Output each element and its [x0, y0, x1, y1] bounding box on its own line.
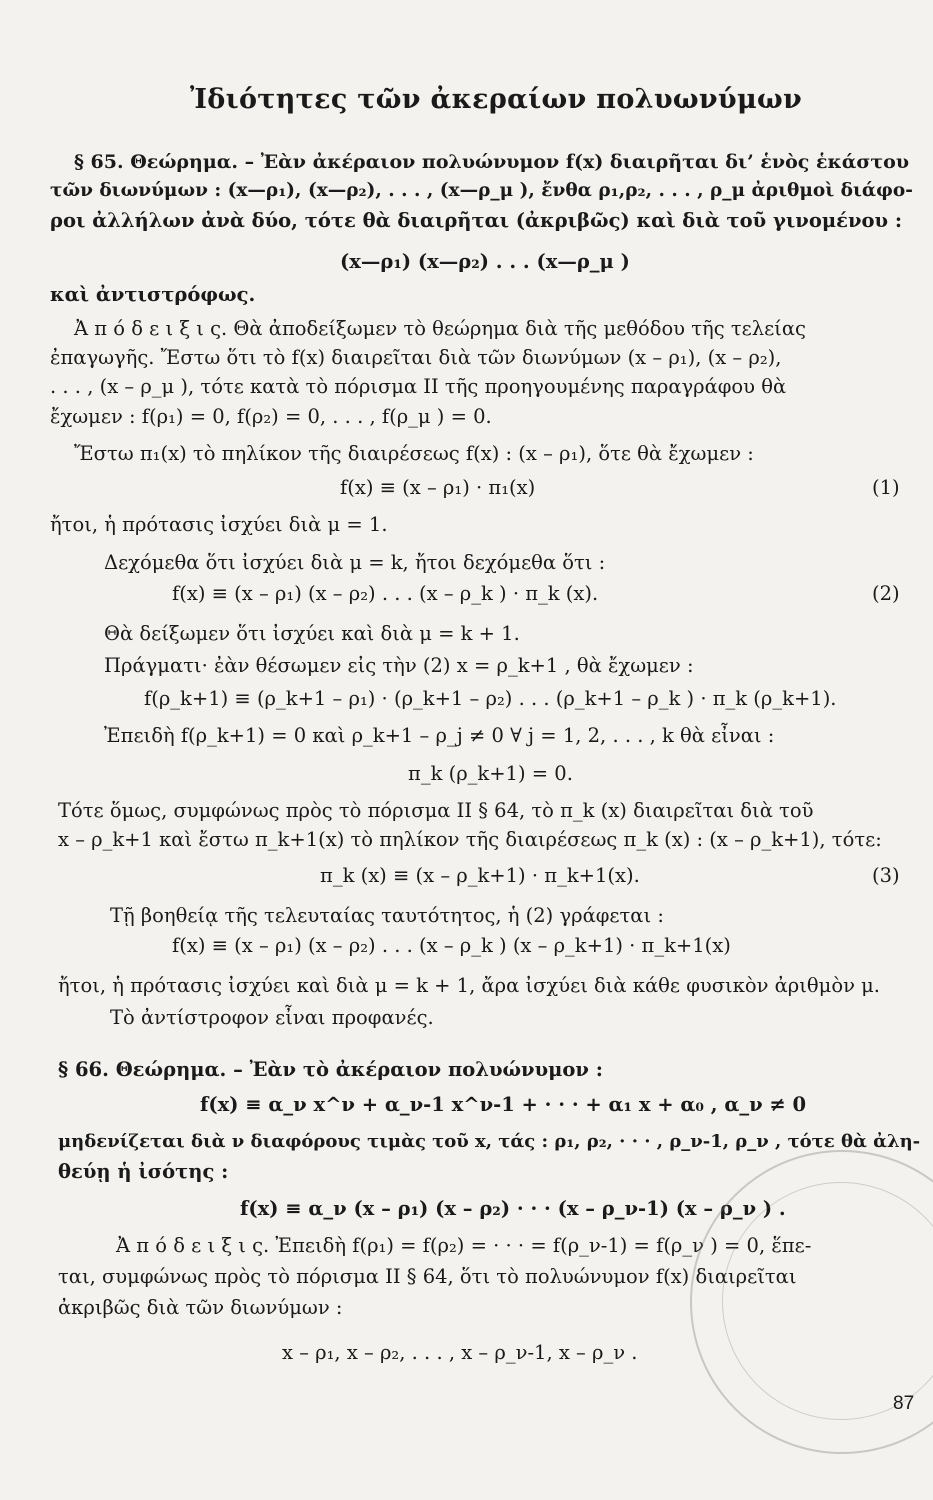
- proof-66-line-1: Ἀ π ό δ ε ι ξ ι ς. Ἐπειδὴ f(ρ₁) = f(ρ₂) = · · · = f(ρ_ν-1) = f(ρ_ν ) = 0, ἕπε-: [116, 1234, 812, 1257]
- page-title: Ἰδιότητες τῶν ἀκεραίων πολυωνύμων: [190, 84, 803, 115]
- proof-65-line-14: ἤτοι, ἡ πρότασις ἰσχύει καὶ διὰ μ = k + 1, ἄρα ἰσχύει διὰ κάθε φυσικὸν ἀριθμὸν μ.: [58, 974, 880, 997]
- proof-65-line-12: x – ρ_k+1 καὶ ἔστω π_k+1(x) τὸ πηλίκον τῆς διαιρέσεως π_k (x) : (x – ρ_k+1), τότε:: [58, 828, 882, 851]
- proof-65-line-15: Τὸ ἀντίστροφον εἶναι προφανές.: [110, 1006, 434, 1029]
- proof-65-line-13: Τῇ βοηθείᾳ τῆς τελευταίας ταυτότητος, ἡ (2) γράφεται :: [110, 904, 664, 927]
- theorem-66-line-3: θεύῃ ἡ ἰσότης :: [58, 1160, 229, 1183]
- page-number: 87: [893, 1393, 915, 1414]
- proof-65-line-9: Πράγματι· ἐὰν θέσωμεν εἰς τὴν (2) x = ρ_k+1 , θὰ ἔχωμεν :: [104, 654, 694, 677]
- proof-66-line-2: ται, συμφώνως πρὸς τὸ πόρισμα II § 64, ὅτι τὸ πολυώνυμον f(x) διαιρεῖται: [58, 1265, 797, 1288]
- proof-66-formula: x – ρ₁, x – ρ₂, . . . , x – ρ_ν-1, x – ρ_ν .: [282, 1341, 638, 1364]
- equation-2-number: (2): [872, 582, 900, 605]
- proof-65-line-7: Δεχόμεθα ὅτι ἰσχύει διὰ μ = k, ἤτοι δεχόμεθα ὅτι :: [104, 551, 606, 574]
- proof-65-formula-1: f(ρ_k+1) ≡ (ρ_k+1 – ρ₁) · (ρ_k+1 – ρ₂) . . . (ρ_k+1 – ρ_k ) · π_k (ρ_k+1).: [144, 687, 837, 710]
- proof-65-line-4: ἔχωμεν : f(ρ₁) = 0, f(ρ₂) = 0, . . . , f(ρ_μ ) = 0.: [50, 405, 492, 428]
- proof-65-line-5: Ἔστω π₁(x) τὸ πηλίκον τῆς διαιρέσεως f(x) : (x – ρ₁), ὅτε θὰ ἔχωμεν :: [74, 442, 754, 465]
- theorem-65-formula: (x—ρ₁) (x—ρ₂) . . . (x—ρ_μ ): [340, 250, 630, 273]
- library-stamp-inner-ring: [722, 1182, 933, 1420]
- proof-65-line-8: Θὰ δείξωμεν ὅτι ἰσχύει καὶ διὰ μ = k + 1.: [104, 622, 520, 645]
- proof-65-line-6: ἤτοι, ἡ πρότασις ἰσχύει διὰ μ = 1.: [50, 513, 388, 536]
- theorem-66-formula-1: f(x) ≡ α_ν x^ν + α_ν-1 x^ν-1 + · · · + α₁ x + α₀ , α_ν ≠ 0: [200, 1093, 807, 1116]
- proof-65-line-1: Ἀ π ό δ ε ι ξ ι ς. Θὰ ἀποδείξωμεν τὸ θεώρημα διὰ τῆς μεθόδου τῆς τελείας: [74, 317, 806, 340]
- proof-65-line-2: ἐπαγωγῆς. Ἔστω ὅτι τὸ f(x) διαιρεῖται διὰ τῶν διωνύμων (x – ρ₁), (x – ρ₂),: [50, 346, 782, 369]
- theorem-65-line-3: ροι ἀλλήλων ἀνὰ δύο, τότε θὰ διαιρῆται (ἀκριβῶς) καὶ διὰ τοῦ γινομένου :: [50, 209, 903, 232]
- proof-65-formula-3: f(x) ≡ (x – ρ₁) (x – ρ₂) . . . (x – ρ_k ) (x – ρ_k+1) · π_k+1(x): [172, 934, 731, 957]
- theorem-65-line-2: τῶν διωνύμων : (x—ρ₁), (x—ρ₂), . . . , (x—ρ_μ ), ἔνθα ρ₁,ρ₂, . . . , ρ_μ ἀριθμοὶ διάφο-: [50, 180, 913, 201]
- proof-66-line-3: ἀκριβῶς διὰ τῶν διωνύμων :: [58, 1296, 343, 1319]
- theorem-65-line-1: § 65. Θεώρημα. – Ἐὰν ἀκέραιον πολυώνυμον f(x) διαιρῆται δι’ ἑνὸς ἑκάστου: [74, 151, 910, 173]
- equation-1: f(x) ≡ (x – ρ₁) · π₁(x): [340, 476, 536, 499]
- theorem-66-line-1: § 66. Θεώρημα. – Ἐὰν τὸ ἀκέραιον πολυώνυμον :: [58, 1058, 603, 1081]
- proof-65-formula-2: π_k (ρ_k+1) = 0.: [408, 762, 573, 785]
- equation-3: π_k (x) ≡ (x – ρ_k+1) · π_k+1(x).: [320, 864, 640, 887]
- proof-65-line-10: Ἐπειδὴ f(ρ_k+1) = 0 καὶ ρ_k+1 – ρ_j ≠ 0 ∀ j = 1, 2, . . . , k θὰ εἶναι :: [104, 724, 775, 747]
- theorem-66-formula-2: f(x) ≡ α_ν (x – ρ₁) (x – ρ₂) · · · (x – ρ_ν-1) (x – ρ_ν ) .: [240, 1197, 786, 1220]
- proof-65-line-11: Τότε ὅμως, συμφώνως πρὸς τὸ πόρισμα II § 64, τὸ π_k (x) διαιρεῖται διὰ τοῦ: [58, 799, 814, 822]
- proof-65-line-3: . . . , (x – ρ_μ ), τότε κατὰ τὸ πόρισμα II τῆς προηγουμένης παραγράφου θὰ: [50, 375, 787, 398]
- theorem-65-line-4: καὶ ἀντιστρόφως.: [50, 283, 256, 306]
- theorem-66-line-2: μηδενίζεται διὰ ν διαφόρους τιμὰς τοῦ x, τάς : ρ₁, ρ₂, · · · , ρ_ν-1, ρ_ν , τότε θὰ ἀλη-: [58, 1131, 921, 1152]
- equation-2: f(x) ≡ (x – ρ₁) (x – ρ₂) . . . (x – ρ_k ) · π_k (x).: [172, 582, 599, 605]
- equation-3-number: (3): [872, 864, 900, 887]
- equation-1-number: (1): [872, 476, 900, 499]
